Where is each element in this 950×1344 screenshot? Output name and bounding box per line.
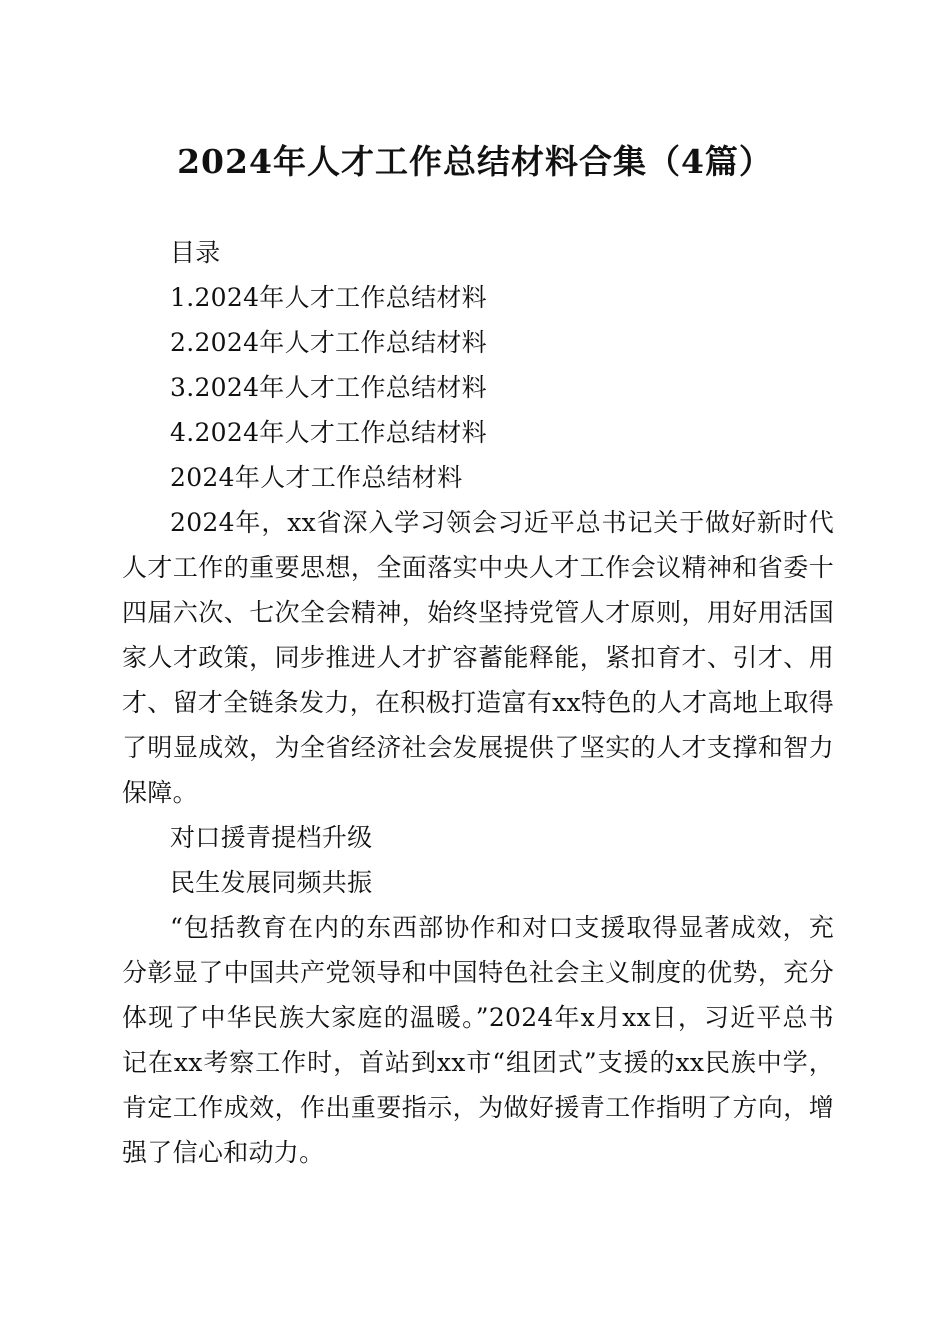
subheading-2: 民生发展同频共振 — [170, 868, 373, 897]
subheading-1: 对口援青提档升级 — [170, 823, 373, 852]
toc-item-2: 2.2024年人才工作总结材料 — [170, 328, 487, 357]
support-paragraph: “包括教育在内的东西部协作和对口支援取得显著成效，充分彰显了中国共产党领导和中国特色社会主义制度的优势，充分体现了中华民族大家庭的温暖。”2024年x月xx日，习近平总书记在xx考察工作时，首站到xx市“组团式”支援的xx民族中学，肯定工作成效，作出重要指示，为做好援青工作指明了方向，增强了信心和动力。 — [122, 913, 834, 1167]
document-body — [122, 230, 834, 1175]
document-title: 2024年人才工作总结材料合集（4篇） — [177, 142, 773, 181]
toc-item-4: 4.2024年人才工作总结材料 — [170, 418, 487, 447]
article-title: 2024年人才工作总结材料 — [170, 463, 463, 492]
intro-paragraph: 2024年，xx省深入学习领会习近平总书记关于做好新时代人才工作的重要思想，全面落实中央人才工作会议精神和省委十四届六次、七次全会精神，始终坚持党管人才原则，用好用活国家人才政策，同步推进人才扩容蓄能释能，紧扣育才、引才、用才、留才全链条发力，在积极打造富有xx特色的人才高地上取得了明显成效，为全省经济社会发展提供了坚实的人才支撑和智力保障。 — [122, 508, 834, 807]
toc-item-1: 1.2024年人才工作总结材料 — [170, 283, 487, 312]
toc-item-3: 3.2024年人才工作总结材料 — [170, 373, 487, 402]
toc-heading: 目录 — [170, 238, 221, 267]
